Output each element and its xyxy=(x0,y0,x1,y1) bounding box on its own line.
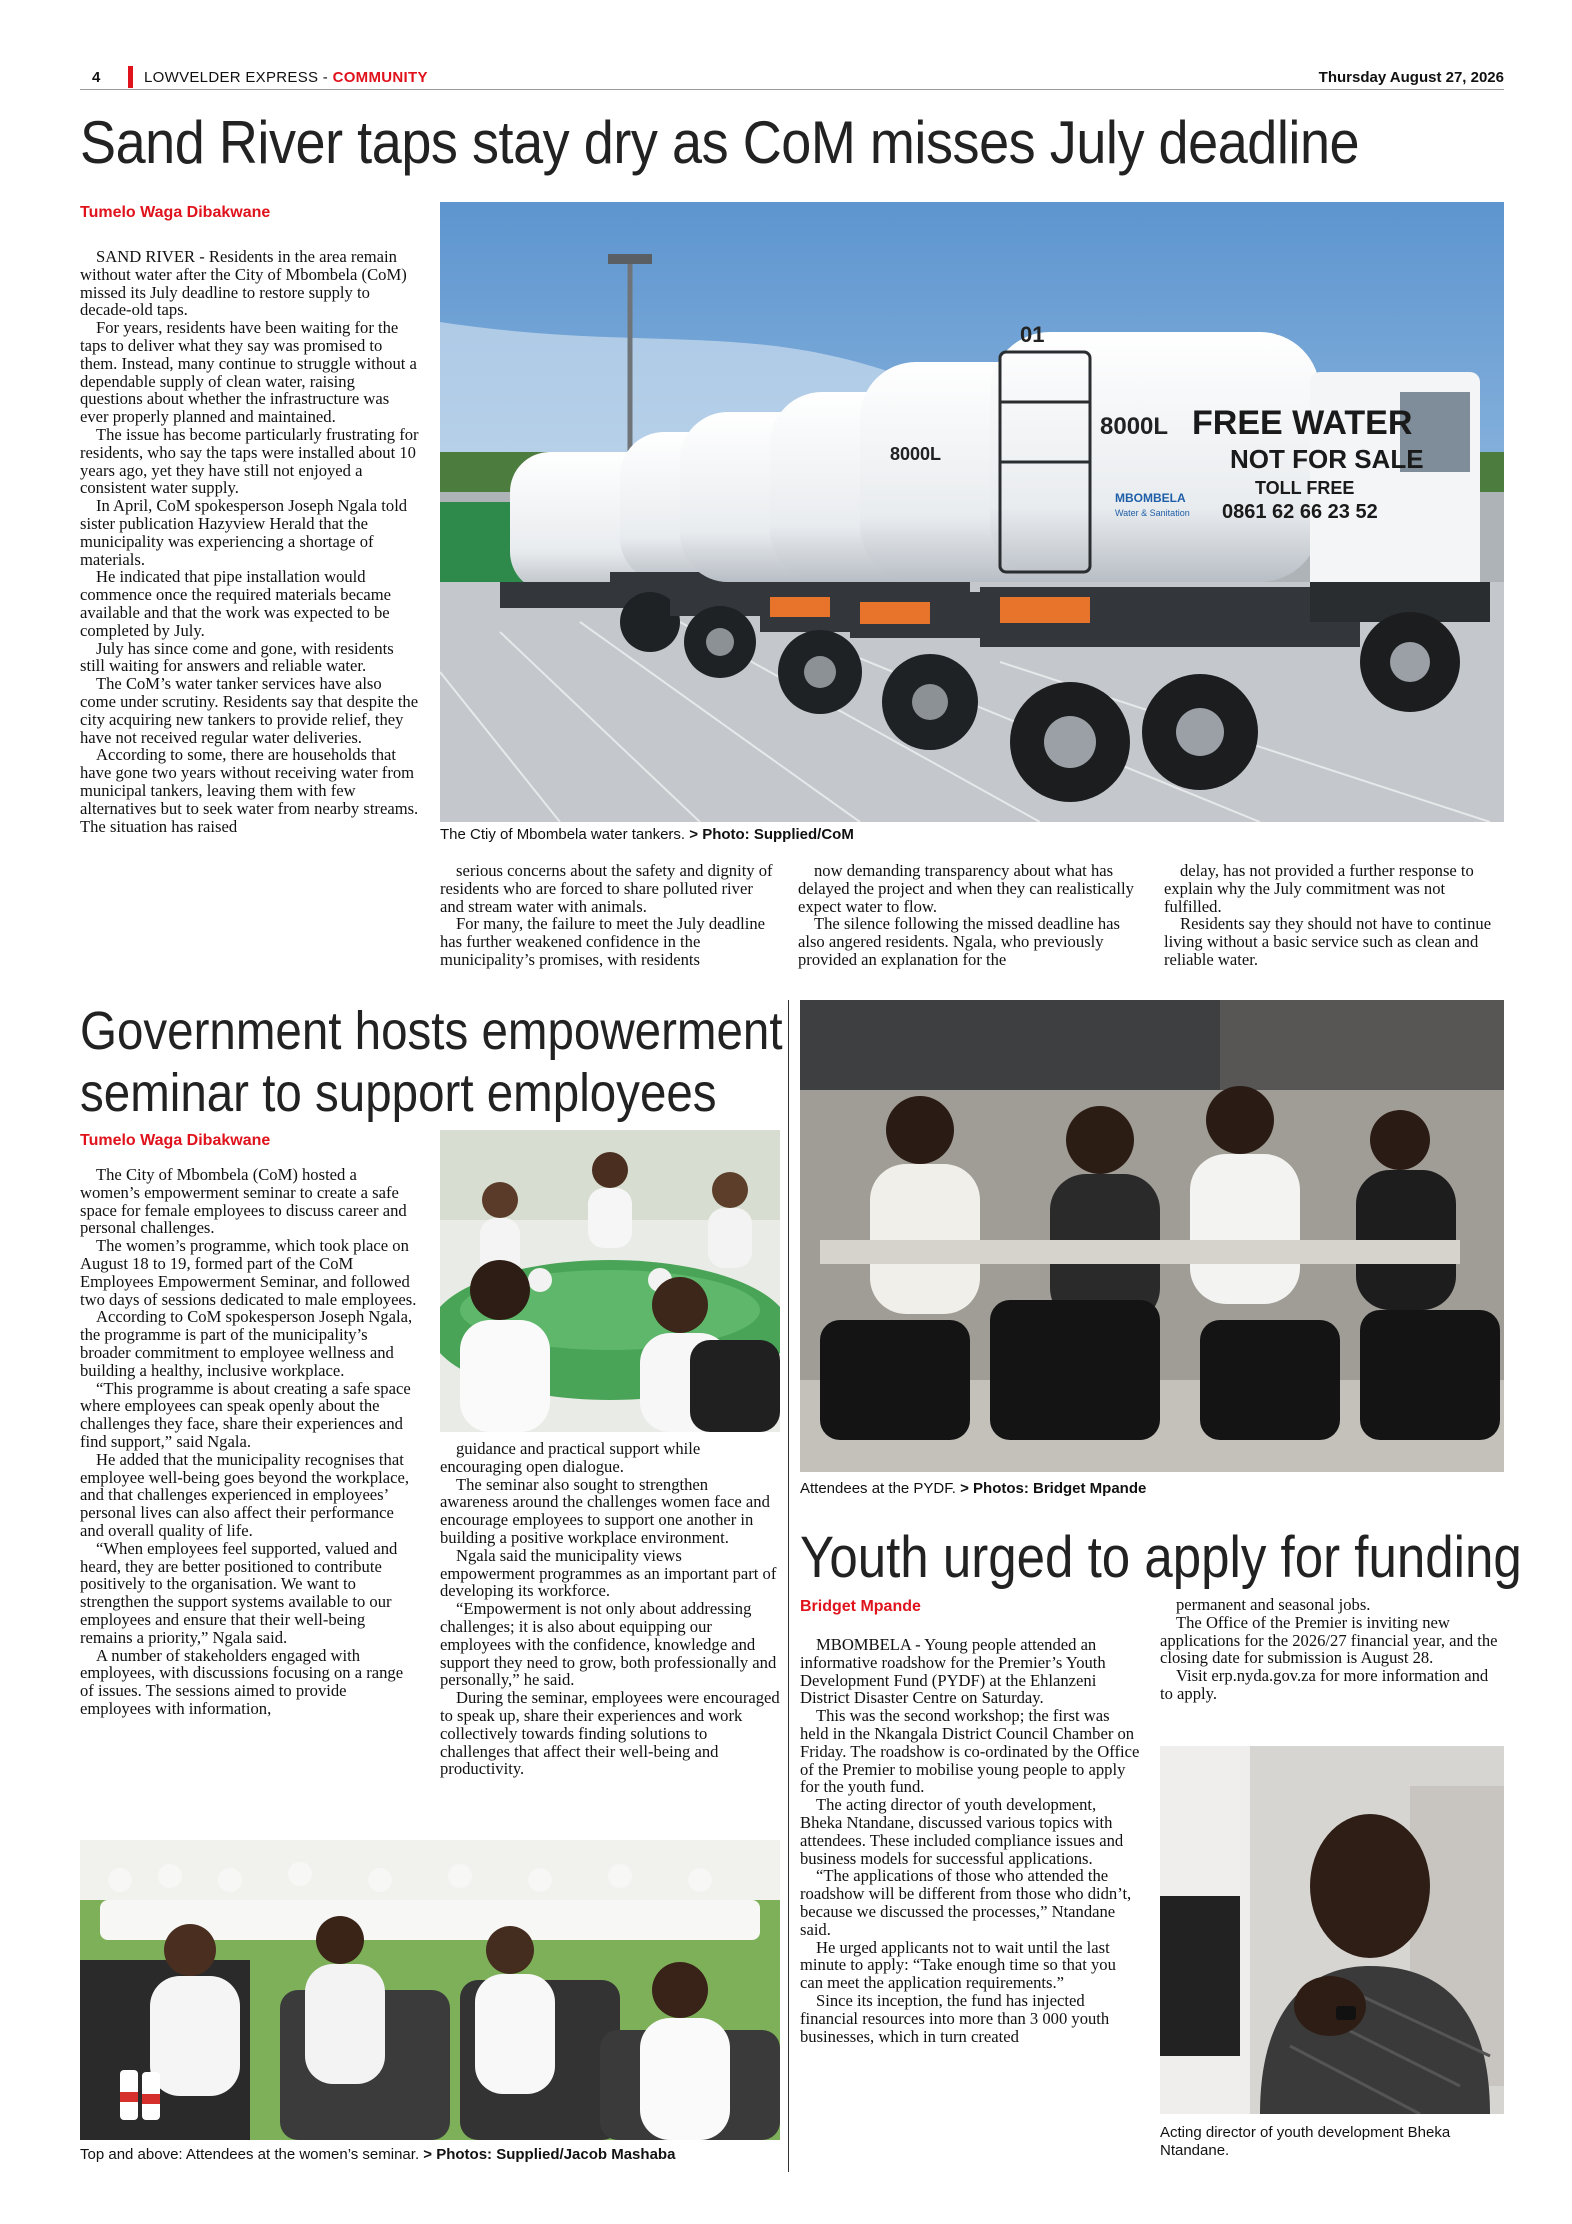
tanker-brand-logo: MBOMBELA xyxy=(1115,491,1186,505)
paragraph: A number of stakeholders engaged with employees, with discussions focusing on a range of issues. The sessions aimed to provide employees with information, xyxy=(80,1645,404,1718)
paragraph: During the seminar, employees were encouraged to speak up, share their experiences and work collectively towards finding solutions to challenges that affect their well-being and productivity. xyxy=(440,1688,780,1779)
publication-name: LOWVELDER EXPRESS - xyxy=(144,69,333,86)
article3-top-caption-text: Attendees at the PYDF. xyxy=(800,1480,961,1497)
paragraph: SAND RIVER - Residents in the area remain without water after the City of Mbombela (CoM) missed its July deadline to restore supply to decade-old taps. xyxy=(80,247,407,320)
paragraph: “When employees feel supported, valued and heard, they are better positioned to contribute positively to the organisation. We want to strengthen the support systems available to our employees and ensure that their well-being remains a priority,” Ngala said. xyxy=(80,1538,398,1647)
paragraph: MBOMBELA - Young people attended an informative roadshow for the Premier’s Youth Development Fund (PYDF) at the Ehlanzeni District Disaster Centre on Saturday. xyxy=(800,1635,1106,1708)
water-tankers-photo xyxy=(440,202,1504,822)
paragraph: He added that the municipality recognises that employee well-being goes beyond the workplace, and that challenges experienced in employees’ personal lives can also affect their performance and overall quality of life. xyxy=(80,1449,409,1540)
paragraph: Residents say they should not have to continue living without a basic service such as clean and reliable water. xyxy=(1164,914,1492,969)
paragraph: The silence following the missed deadline has also angered residents. Ngala, who previously provided an explanation for the xyxy=(798,914,1120,969)
paragraph: “Empowerment is not only about addressing challenges; it is also about equipping our employees with the confidence, knowledge and support they need to grow, both professionally and personally,” he said. xyxy=(440,1599,777,1690)
article3-caption-line1: Acting director of youth development Bheka xyxy=(1160,2124,1451,2141)
article3-top-photo-caption xyxy=(800,1480,1146,1497)
paragraph: now demanding transparency about what has delayed the project and when they can realistically expect water to flow. xyxy=(798,861,1134,916)
page-number: 4 xyxy=(92,69,101,86)
article2-headline-line1: Government hosts empowerment xyxy=(80,1001,783,1061)
article3-top-photo-credit: > Photos: Bridget Mpande xyxy=(960,1480,1147,1497)
paragraph: For many, the failure to meet the July deadline has further weakened confidence in the municipality’s promises, with residents xyxy=(440,914,766,969)
paragraph: This was the second workshop; the first was held in the Nkangala District Council Chamber on Friday. The roadshow is co-ordinated by the Office of the Premier to mobilise young people to apply for the youth fund. xyxy=(800,1706,1140,1797)
paragraph: He urged applicants not to wait until the last minute to apply: “Take enough time so that you can meet the application requirements.” xyxy=(800,1937,1116,1993)
paragraph: The City of Mbombela (CoM) hosted a women’s empowerment seminar to create a safe space for female employees to discuss career and personal challenges. xyxy=(80,1165,407,1238)
paragraph: Since its inception, the fund has injected financial resources into more than 3 000 youth businesses, which in turn created xyxy=(800,1990,1110,2046)
paragraph: “The applications of those who attended the roadshow will be different from those who didn’t, because we discussed the processes,” Ntandane said. xyxy=(800,1866,1132,1939)
article3-caption-line2: Ntandane. xyxy=(1160,2142,1230,2159)
tanker-not-for-sale-label: NOT FOR SALE xyxy=(1230,444,1424,474)
section-name: COMMUNITY xyxy=(332,69,428,86)
article2-photo-caption xyxy=(80,2146,675,2163)
tanker-capacity-rear: 8000L xyxy=(890,444,942,464)
article1-photo-credit: > Photo: Supplied/CoM xyxy=(689,826,854,843)
paragraph: The seminar also sought to strengthen awareness around the challenges women face and encourage employees to support one another in building a positive workplace environment. xyxy=(440,1474,770,1547)
paragraph: delay, has not provided a further response to explain why the July commitment was not fulfilled. xyxy=(1164,861,1474,916)
section-label xyxy=(144,69,428,86)
article3-headline: Youth urged to apply for funding xyxy=(800,1525,1522,1590)
issue-date: Thursday August 27, 2026 xyxy=(1318,69,1504,86)
article3-photo-caption xyxy=(1160,2124,1450,2160)
tanker-toll-free-label: TOLL FREE xyxy=(1255,478,1355,498)
column-divider xyxy=(788,1000,789,2172)
paragraph: guidance and practical support while encouraging open dialogue. xyxy=(440,1439,701,1476)
masthead-red-bar xyxy=(128,66,133,88)
paragraph: “This programme is about creating a safe space where employees can speak openly about the challenges they face, share their experiences and find support,” said Ngala. xyxy=(80,1378,411,1451)
seminar-table-photo xyxy=(440,1130,780,1432)
masthead xyxy=(80,66,1504,90)
article1-photo-caption xyxy=(440,826,854,843)
paragraph: permanent and seasonal jobs. xyxy=(1176,1595,1371,1614)
article1-headline: Sand River taps stay dry as CoM misses July deadline xyxy=(80,109,1360,176)
pydf-attendees-photo xyxy=(800,1000,1504,1472)
seminar-table-illustration xyxy=(440,1130,780,1432)
tanker-fleet-number: 01 xyxy=(1020,322,1045,347)
paragraph: According to CoM spokesperson Joseph Ngala, the programme is part of the municipality’s broader commitment to employee wellness and building a healthy, inclusive workplace. xyxy=(80,1307,413,1380)
article2-headline-line2: seminar to support employees xyxy=(80,1063,717,1123)
paragraph: The issue has become particularly frustrating for residents, who say the taps were installed about 10 years ago, yet they have still not enjoyed a consistent water supply. xyxy=(80,424,419,498)
tanker-phone-number: 0861 62 66 23 52 xyxy=(1222,501,1378,523)
paragraph: Visit erp.nyda.gov.za for more information and to apply. xyxy=(1160,1666,1489,1703)
article1-column-4 xyxy=(1164,862,1504,969)
article2-column-2 xyxy=(440,1440,780,1778)
paragraph: The CoM’s water tanker services have also come under scrutiny. Residents say that despite the city acquiring new tankers to provide relief, they have not received regular water deliveries. xyxy=(80,674,419,747)
paragraph: serious concerns about the safety and dignity of residents who are forced to share polluted river and stream water with animals. xyxy=(440,861,773,916)
article1-column-2 xyxy=(440,862,780,969)
paragraph: July has since come and gone, with residents still waiting for answers and reliable water. xyxy=(80,638,394,676)
womens-seminar-illustration xyxy=(80,1840,780,2140)
article2-caption-text: Top and above: Attendees at the women’s seminar. xyxy=(80,2146,424,2163)
bheka-ntandane-photo xyxy=(1160,1746,1504,2114)
paragraph: According to some, there are households that have gone two years without receiving water from municipal tankers, leaving them with few alternatives but to seek water from nearby streams. The situation has raised xyxy=(80,745,419,836)
paragraph: In April, CoM spokesperson Joseph Ngala told sister publication Hazyview Herald that the municipality was experiencing a shortage of materials. xyxy=(80,496,408,569)
article1-column-1 xyxy=(80,248,420,835)
water-tankers-illustration xyxy=(440,202,1504,822)
article2-column-1 xyxy=(80,1166,418,1718)
speaker-portrait-illustration xyxy=(1160,1746,1504,2114)
paragraph: The Office of the Premier is inviting new applications for the 2026/27 financial year, and the closing date for submission is August 28. xyxy=(1160,1612,1498,1668)
paragraph: The acting director of youth development, Bheka Ntandane, discussed various topics with attendees. These included compliance issues and business models for successful applications. xyxy=(800,1795,1124,1868)
pydf-attendees-illustration xyxy=(800,1000,1504,1472)
tanker-free-water-label: FREE WATER xyxy=(1192,404,1413,442)
article2-byline: Tumelo Waga Dibakwane xyxy=(80,1132,271,1149)
article3-column-1 xyxy=(800,1636,1140,2045)
article1-column-3 xyxy=(798,862,1138,969)
paragraph: He indicated that pipe installation would commence once the required materials became available and that the work was expected to be completed by July. xyxy=(80,567,391,640)
article1-byline: Tumelo Waga Dibakwane xyxy=(80,204,271,221)
article3-byline: Bridget Mpande xyxy=(800,1598,921,1615)
article1-caption-text: The Ctiy of Mbombela water tankers. xyxy=(440,826,690,843)
tanker-capacity-label: 8000L xyxy=(1100,413,1169,440)
article3-column-2 xyxy=(1160,1596,1504,1703)
tanker-brand-sub: Water & Sanitation xyxy=(1115,508,1190,518)
paragraph: Ngala said the municipality views empowerment programmes as an important part of developing its workforce. xyxy=(440,1545,777,1601)
article2-headline xyxy=(80,1000,783,1124)
paragraph: For years, residents have been waiting for the taps to deliver what they say was promised to them. Instead, many continue to struggle without a dependable supply of clean water, raising questions about whether the infrastructure was ever properly planned and maintained. xyxy=(80,318,417,427)
womens-seminar-photo xyxy=(80,1840,780,2140)
paragraph: The women’s programme, which took place on August 18 to 19, formed part of the CoM Employees Empowerment Seminar, and followed two days of sessions dedicated to male employees. xyxy=(80,1236,417,1309)
article2-photo-credit: > Photos: Supplied/Jacob Mashaba xyxy=(423,2146,676,2163)
